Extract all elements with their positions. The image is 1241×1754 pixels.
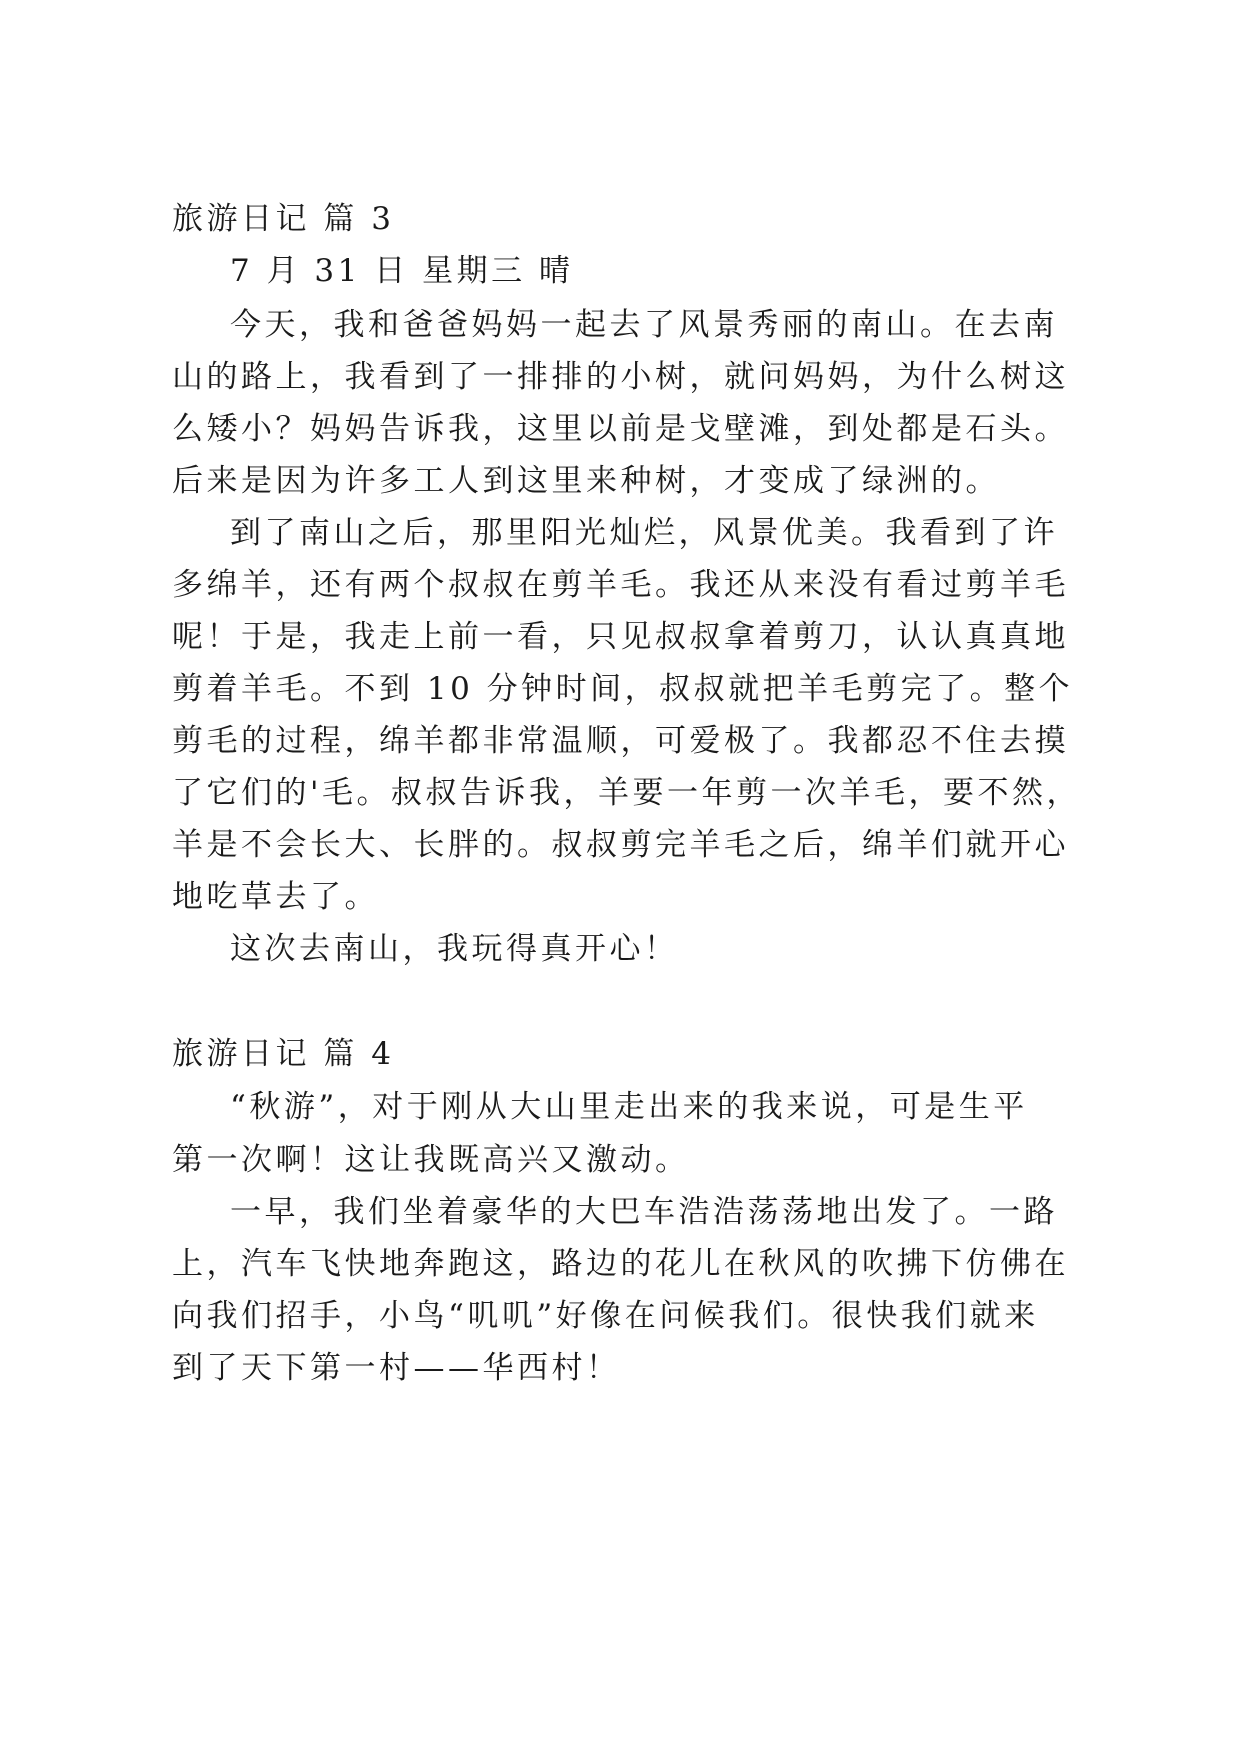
section-3-para-2-line-7: 羊是不会长大、长胖的。叔叔剪完羊毛之后，绵羊们就开心	[172, 827, 1069, 863]
section-3-para-1-line-1: 今天，我和爸爸妈妈一起去了风景秀丽的南山。在去南	[230, 307, 1058, 343]
section-3-para-1-line-3: 么矮小？妈妈告诉我，这里以前是戈壁滩，到处都是石头。	[172, 411, 1069, 447]
section-4-para-2-line-1: 一早，我们坐着豪华的大巴车浩浩荡荡地出发了。一路	[230, 1194, 1058, 1230]
section-3-para-2-line-1: 到了南山之后，那里阳光灿烂，风景优美。我看到了许	[230, 515, 1058, 551]
section-4-para-1-line-1: “秋游”，对于刚从大山里走出来的我来说，可是生平	[230, 1089, 1028, 1125]
section-3-para-2-line-4: 剪着羊毛。不到 10 分钟时间，叔叔就把羊毛剪完了。整个	[172, 671, 1074, 707]
section-3-date-line: 7 月 31 日 星期三 晴	[230, 253, 574, 289]
section-3-para-2-line-6: 了它们的'毛。叔叔告诉我，羊要一年剪一次羊毛，要不然，	[172, 775, 1082, 811]
section-3-para-2-line-8: 地吃草去了。	[172, 879, 379, 915]
section-3-para-3-line-1: 这次去南山，我玩得真开心！	[230, 931, 679, 967]
section-4-para-2-line-3: 向我们招手，小鸟“叽叽”好像在问候我们。很快我们就来	[172, 1298, 1039, 1334]
section-3-para-1-line-4: 后来是因为许多工人到这里来种树，才变成了绿洲的。	[172, 463, 1000, 499]
section-4-para-2-line-4: 到了天下第一村——华西村！	[172, 1350, 621, 1386]
section-3-para-2-line-2: 多绵羊，还有两个叔叔在剪羊毛。我还从来没有看过剪羊毛	[172, 567, 1069, 603]
section-3-para-2-line-5: 剪毛的过程，绵羊都非常温顺，可爱极了。我都忍不住去摸	[172, 723, 1069, 759]
section-4-heading: 旅游日记 篇 4	[172, 1036, 395, 1072]
section-3-para-1-line-2: 山的路上，我看到了一排排的小树，就问妈妈，为什么树这	[172, 359, 1069, 395]
section-3-para-2-line-3: 呢！于是，我走上前一看，只见叔叔拿着剪刀，认认真真地	[172, 619, 1069, 655]
section-4-para-1-line-2: 第一次啊！这让我既高兴又激动。	[172, 1142, 690, 1178]
section-4-para-2-line-2: 上，汽车飞快地奔跑这，路边的花儿在秋风的吹拂下仿佛在	[172, 1246, 1069, 1282]
section-3-heading: 旅游日记 篇 3	[172, 201, 395, 237]
